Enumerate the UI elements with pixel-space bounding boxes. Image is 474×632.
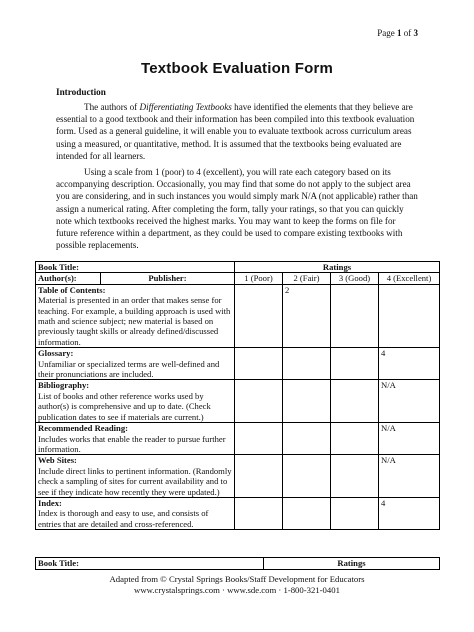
page-number (377, 28, 418, 38)
authors-cell[interactable] (36, 273, 101, 284)
rating-cell-3[interactable] (331, 423, 379, 455)
criterion-name: Bibliography: (38, 380, 90, 391)
form-title: Textbook Evaluation Form (140, 60, 334, 77)
criterion-name: Index: (38, 497, 62, 508)
footer-credit: Adapted from © Crystal Springs Books/Staff Development for Educators (109, 574, 365, 584)
book-title-row (36, 262, 440, 273)
rating-cell-3[interactable] (331, 497, 379, 529)
rating-cell-1[interactable] (235, 455, 283, 498)
book-title-cell[interactable] (36, 262, 235, 273)
criterion-name: Table of Contents: (38, 284, 106, 295)
criterion-row (36, 284, 440, 347)
criterion-description: Material is presented in an order that makes sense for teaching. For example, a building approach is used with math and science subject; new material is based on previously taught skills or already defined/discussed information. (38, 295, 231, 347)
page-current: 1 (397, 28, 402, 38)
book-title-label: Book Title: (38, 262, 79, 272)
intro-paragraph-1 (56, 101, 418, 162)
rating-cell-4[interactable]: 4 (379, 348, 440, 380)
rating-cell-2[interactable] (283, 423, 331, 455)
rating-cell-2[interactable] (283, 380, 331, 423)
criterion-name: Recommended Reading: (38, 423, 128, 434)
criterion-cell (36, 497, 235, 529)
ratings-header: Ratings (235, 262, 440, 273)
rating-cell-2[interactable] (283, 497, 331, 529)
book-title-label-2: Book Title: (38, 558, 79, 568)
book-title-row-2 (36, 558, 440, 570)
publisher-label: Publisher: (148, 273, 187, 284)
criterion-row (36, 348, 440, 380)
rating-header-4: 4 (Excellent) (379, 273, 440, 284)
rating-cell-2[interactable] (283, 348, 331, 380)
criterion-description: Index is thorough and easy to use, and consists of entries that are detailed and cross-referenced. (38, 508, 209, 529)
book-title-italic: Differentiating Textbooks (139, 102, 232, 112)
rating-header-2: 2 (Fair) (283, 273, 331, 284)
authors-label: Author(s): (38, 273, 77, 284)
criterion-description: Unfamiliar or specialized terms are well-defined and their pronunciations are included. (38, 358, 220, 380)
rating-cell-1[interactable] (235, 497, 283, 529)
rating-cell-4[interactable]: N/A (379, 423, 440, 455)
page-total: 3 (413, 28, 418, 38)
evaluation-table (35, 261, 440, 530)
rating-cell-3[interactable] (331, 455, 379, 498)
rating-header-1: 1 (Poor) (235, 273, 283, 284)
ratings-header-2: Ratings (264, 558, 440, 570)
criterion-cell (36, 423, 235, 455)
criterion-cell (36, 284, 235, 347)
rating-cell-1[interactable] (235, 284, 283, 347)
rating-cell-1[interactable] (235, 380, 283, 423)
rating-cell-4[interactable]: N/A (379, 380, 440, 423)
criterion-row (36, 423, 440, 455)
evaluation-table-2 (35, 557, 440, 570)
footer (0, 574, 474, 596)
criterion-description: List of books and other reference works used by author(s) is comprehensive and up to date. (Check publication dates to see if materials are current.) (38, 390, 211, 422)
rating-cell-3[interactable] (331, 348, 379, 380)
rating-header-3: 3 (Good) (331, 273, 379, 284)
rating-cell-3[interactable] (331, 284, 379, 347)
rating-cell-4[interactable]: N/A (379, 455, 440, 498)
criterion-cell (36, 455, 235, 498)
criterion-row (36, 380, 440, 423)
rating-cell-3[interactable] (331, 380, 379, 423)
intro-p1-before: The authors of (84, 102, 140, 112)
page-of: of (403, 28, 412, 38)
book-title-cell-2[interactable] (36, 558, 264, 570)
intro-paragraph-2: Using a scale from 1 (poor) to 4 (excellent), you will rate each category based on its accompanying description. Occasionally, you may find that some do not apply to the subject area you are considering, and in such instances you would simply mark N/A (not applicable) rather than assign a numerical rating. After completing the form, tally your ratings, so that you can quickly note which textbooks received the highest marks. You may want to keep the forms on file for future reference within a department, as they could be used to compare existing textbooks with possible replacements. (56, 167, 418, 251)
rating-cell-1[interactable] (235, 348, 283, 380)
criterion-name: Web Sites: (38, 455, 77, 466)
criterion-row (36, 455, 440, 498)
criterion-cell (36, 380, 235, 423)
footer-contacts: www.crystalsprings.com · www.sde.com · 1-800-321-0401 (134, 585, 340, 595)
criterion-description: Include direct links to pertinent information. (Randomly check a sampling of sites for current availability and to see if they indicate how recently they were updated.) (38, 465, 232, 497)
rating-cell-2[interactable]: 2 (283, 284, 331, 347)
criterion-name: Glossary: (38, 348, 74, 359)
rating-cell-1[interactable] (235, 423, 283, 455)
criterion-description: Includes works that enable the reader to pursue further information. (38, 433, 226, 454)
rating-cell-4[interactable]: 4 (379, 497, 440, 529)
intro-heading: Introduction (56, 87, 106, 97)
criterion-row (36, 497, 440, 529)
intro-p1-after: have identified the elements that they believe are essential to a good textbook and their information has been compiled into this textbook evaluation form. Used as a general guideline, it will enable you to evaluate textbook across curriculum areas using a measured, or quantitative, method. It is assumed that the textbooks being evaluated are intended for all learners. (56, 102, 415, 161)
criterion-cell (36, 348, 235, 380)
author-publisher-row (36, 273, 440, 284)
publisher-cell[interactable] (101, 273, 235, 284)
rating-cell-4[interactable] (379, 284, 440, 347)
page-label: Page (377, 28, 395, 38)
rating-cell-2[interactable] (283, 455, 331, 498)
